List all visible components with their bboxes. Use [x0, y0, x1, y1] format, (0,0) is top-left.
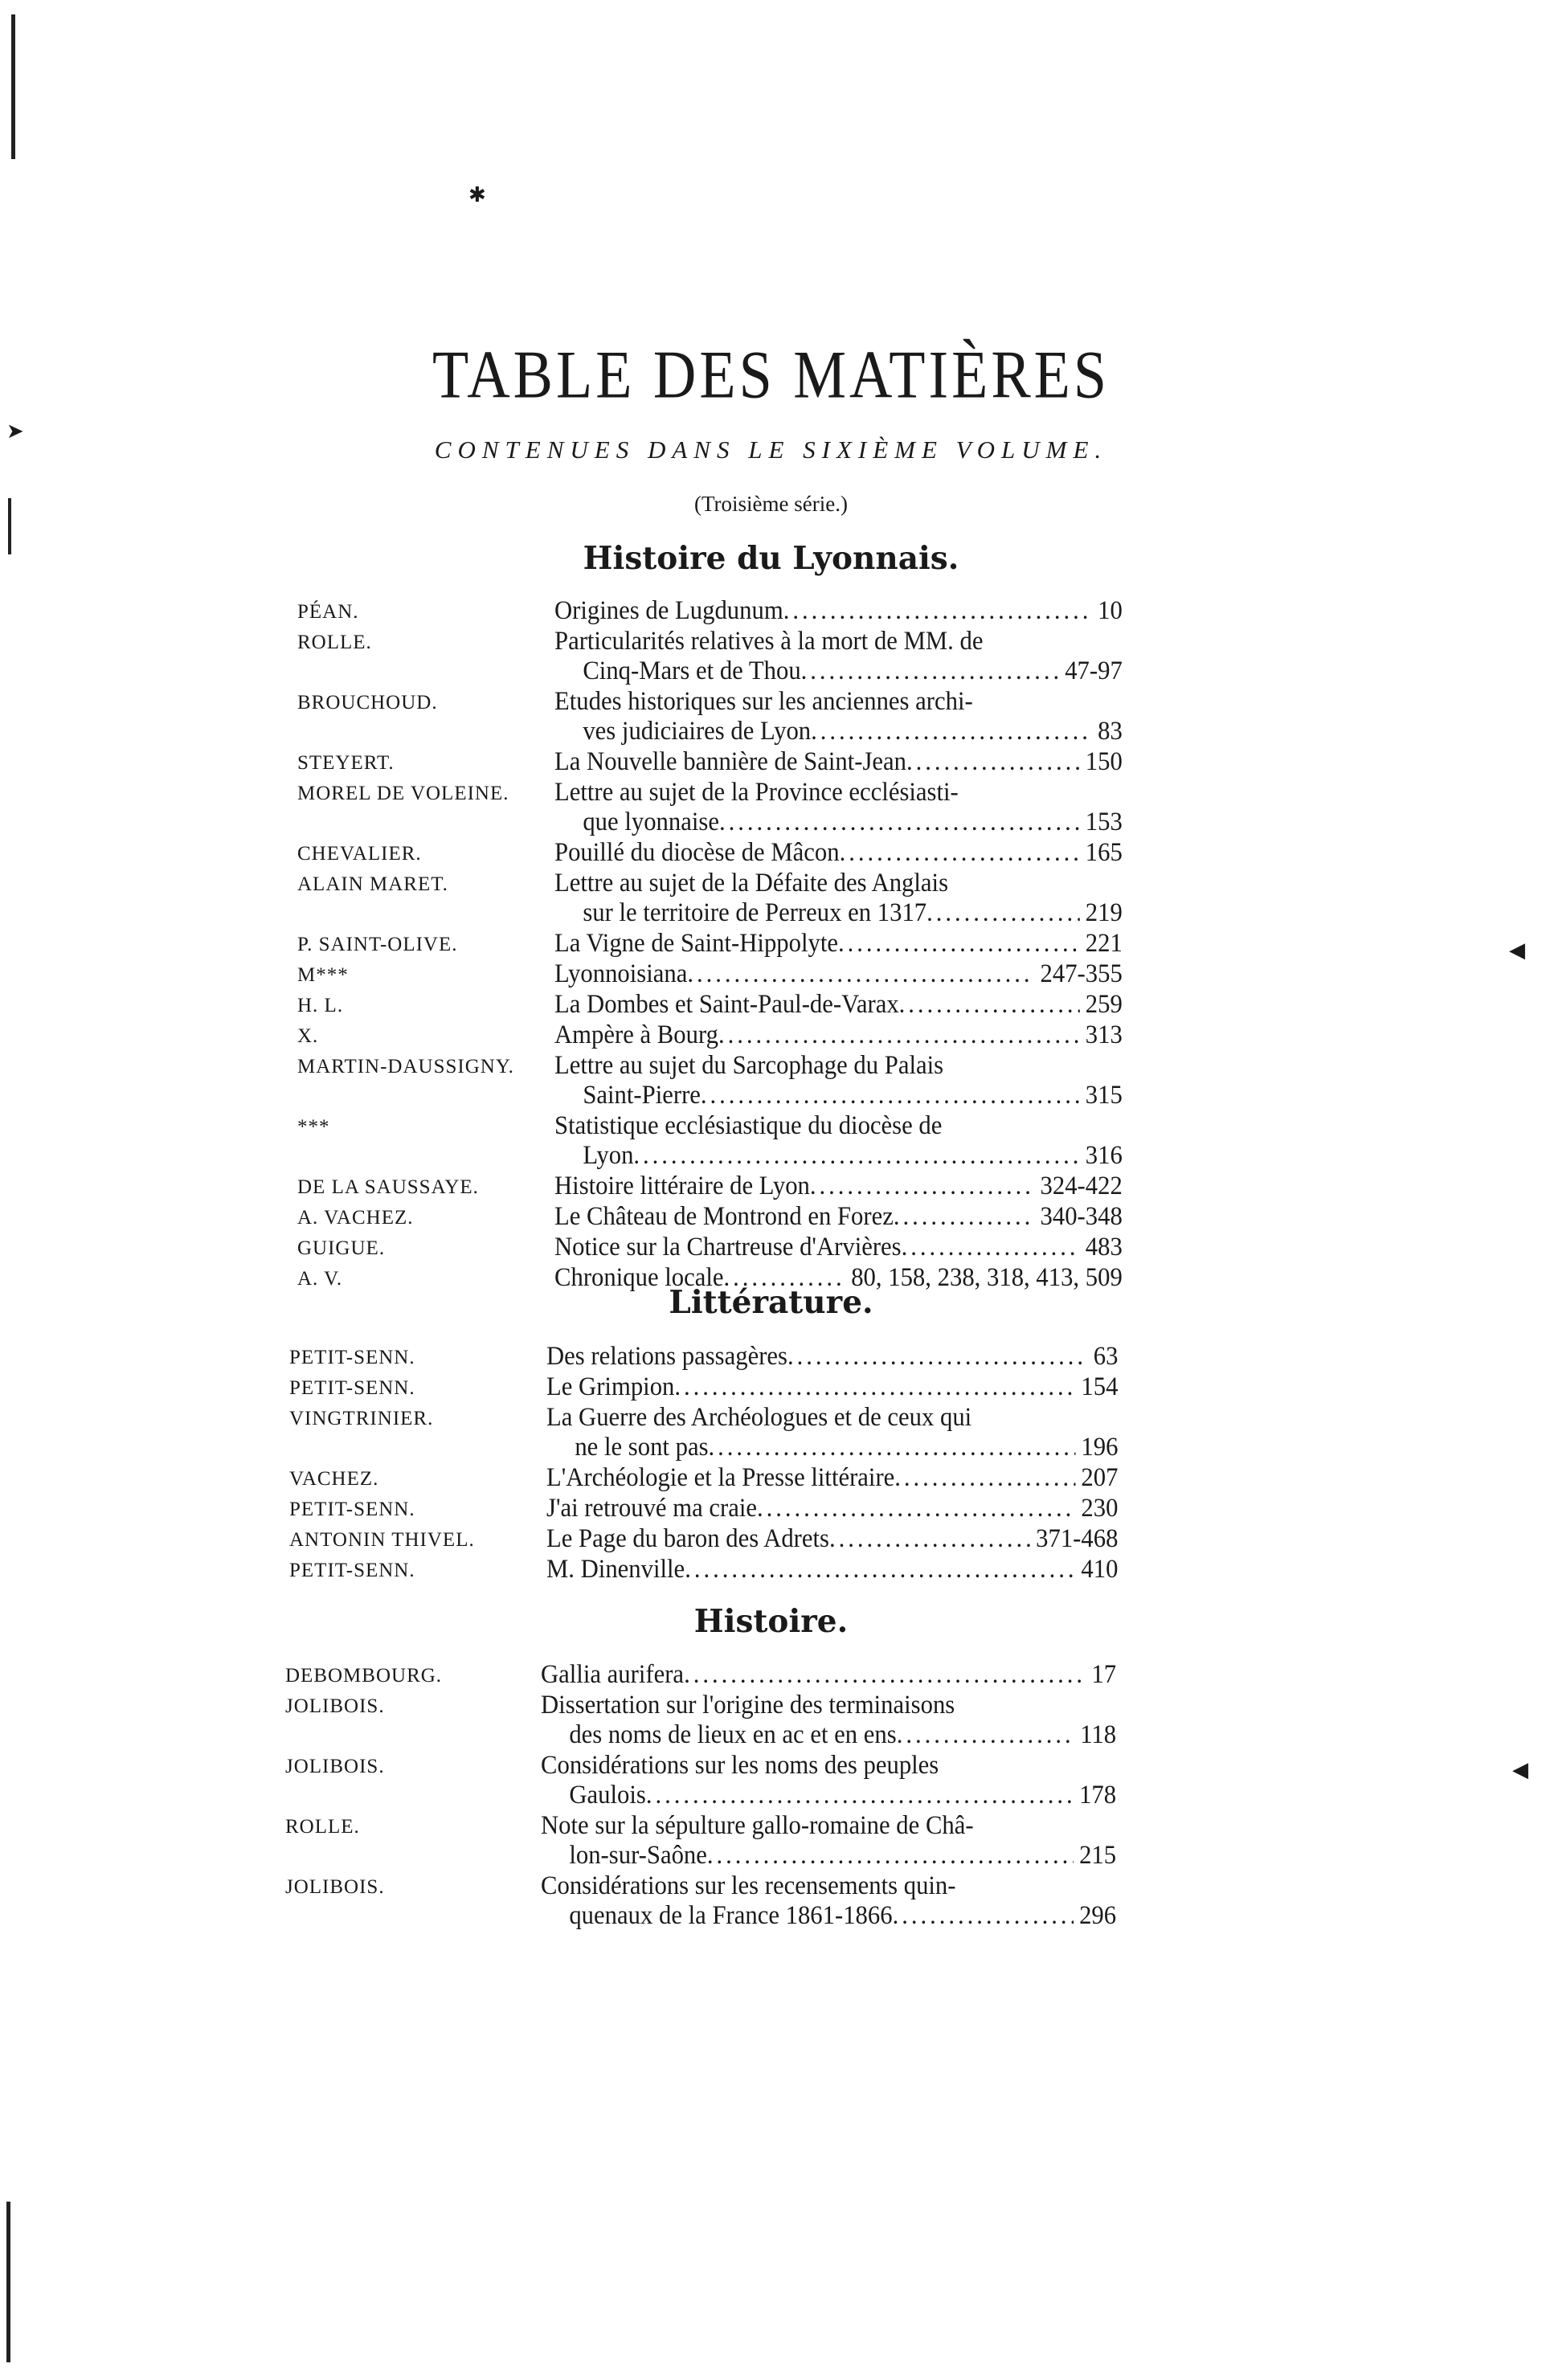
- entry-author: JOLIBOIS.: [285, 1756, 385, 1777]
- entry-text: Dissertation sur l'origine des terminaisons: [541, 1691, 955, 1720]
- entry-text: M. Dinenville: [546, 1555, 685, 1584]
- entry-text: ves judiciaires de Lyon: [583, 717, 812, 746]
- entry-text: Le Château de Montrond en Forez: [554, 1202, 894, 1231]
- entry-title: [546, 1372, 1118, 1402]
- entry-text: Le Grimpion: [546, 1372, 675, 1401]
- entry-line: [541, 1841, 1116, 1871]
- margin-mark: [6, 2202, 10, 2362]
- entry-line: [546, 1342, 1118, 1372]
- entry-line: [554, 929, 1123, 959]
- page-number: 340-348: [1040, 1202, 1123, 1231]
- arrow-mark-icon: ◀: [1509, 939, 1525, 963]
- entry-line: [546, 1494, 1118, 1523]
- section-heading: Littérature.: [669, 1284, 873, 1321]
- entry-author: BROUCHOUD.: [297, 692, 438, 714]
- page-number: 316: [1085, 1141, 1123, 1170]
- leader-dots: [810, 1172, 1034, 1201]
- section-heading: Histoire.: [693, 1603, 849, 1640]
- entry-author: DE LA SAUSSAYE.: [297, 1176, 479, 1198]
- page-number: 80, 158, 238, 318, 413, 509: [851, 1263, 1123, 1292]
- page-number: 196: [1081, 1433, 1119, 1462]
- entry-text: Statistique ecclésiastique du diocèse de: [554, 1111, 943, 1140]
- entry-line: [554, 687, 1123, 717]
- entry-text: que lyonnaise: [583, 808, 719, 836]
- entry-line: [554, 1202, 1123, 1232]
- entry-text: Cinq-Mars et de Thou: [583, 656, 801, 685]
- entry-title: [554, 1051, 1123, 1110]
- entry-title: [541, 1660, 1116, 1690]
- leader-dots: [707, 1841, 1074, 1871]
- entry-text: Histoire littéraire de Lyon: [554, 1172, 810, 1200]
- entry-author: PETIT-SENN.: [289, 1499, 415, 1520]
- page-number: 247-355: [1040, 959, 1123, 988]
- entry-author: VACHEZ.: [289, 1468, 379, 1490]
- entry-line: [541, 1751, 1116, 1781]
- leader-dots: [894, 1202, 1034, 1232]
- entry-author: CHEVALIER.: [297, 843, 422, 865]
- entry-title: [541, 1691, 1116, 1750]
- leader-dots: [674, 1372, 1075, 1402]
- entry-text: L'Archéologie et la Presse littéraire: [546, 1463, 895, 1492]
- entry-text: Considérations sur les recensements quin-: [541, 1871, 956, 1900]
- entry-title: [554, 778, 1123, 837]
- entry-text: Particularités relatives à la mort de MM. de: [554, 627, 984, 656]
- series-note: (Troisième série.): [694, 492, 848, 516]
- entry-title: [554, 1172, 1123, 1201]
- entry-line: [554, 869, 1123, 898]
- page-title: TABLE DES MATIÈRES: [432, 337, 1110, 414]
- leader-dots: [783, 596, 1092, 626]
- entry-title: [554, 1020, 1123, 1050]
- leader-dots: [906, 747, 1079, 777]
- entry-author: VINGTRINIER.: [289, 1408, 434, 1429]
- entry-text: Gallia aurifera: [541, 1660, 685, 1689]
- entry-author: MARTIN-DAUSSIGNY.: [297, 1056, 514, 1078]
- entry-text: Le Page du baron des Adrets: [546, 1524, 830, 1553]
- entry-text: Gaulois: [569, 1781, 646, 1810]
- leader-dots: [718, 1020, 1079, 1050]
- entry-author: X.: [297, 1025, 319, 1047]
- leader-dots: [902, 1233, 1080, 1262]
- entry-line: [541, 1781, 1116, 1810]
- leader-dots: [701, 1081, 1079, 1110]
- entry-author: H. L.: [297, 995, 344, 1016]
- entry-line: [546, 1433, 1118, 1462]
- margin-mark: [11, 14, 15, 159]
- entry-line: [554, 596, 1123, 626]
- leader-dots: [687, 959, 1034, 989]
- entry-line: [541, 1811, 1116, 1841]
- entry-title: [546, 1463, 1118, 1493]
- leader-dots: [757, 1494, 1075, 1523]
- entry-text: Lyon: [583, 1141, 634, 1170]
- entry-text: Notice sur la Chartreuse d'Arvières: [554, 1233, 902, 1262]
- entry-title: [554, 959, 1123, 989]
- entry-text: ne le sont pas: [575, 1433, 709, 1462]
- entry-text: Chronique locale: [554, 1263, 724, 1292]
- entry-author: JOLIBOIS.: [285, 1876, 385, 1898]
- page-number: 154: [1081, 1372, 1119, 1401]
- entry-line: [546, 1463, 1118, 1493]
- entry-text: des noms de lieux en ac et en ens: [569, 1720, 897, 1749]
- entry-text: La Vigne de Saint-Hippolyte: [554, 929, 839, 958]
- entry-line: [554, 898, 1123, 928]
- page-number: 219: [1085, 898, 1123, 927]
- entry-line: [554, 627, 1123, 656]
- page-number: 483: [1085, 1233, 1123, 1262]
- entry-title: [554, 869, 1123, 928]
- page-number: 10: [1098, 596, 1123, 625]
- entry-author: PETIT-SENN.: [289, 1347, 415, 1368]
- entry-author: GUIGUE.: [297, 1237, 386, 1259]
- page-number: 83: [1098, 717, 1123, 746]
- entry-line: [554, 838, 1123, 868]
- page-number: 410: [1081, 1555, 1119, 1584]
- entry-title: [554, 1233, 1123, 1262]
- entry-text: lon-sur-Saône: [569, 1841, 707, 1870]
- page-subtitle: CONTENUES DANS LE SIXIÈME VOLUME.: [434, 436, 1108, 464]
- entry-title: [541, 1871, 1116, 1931]
- entry-line: [554, 959, 1123, 989]
- entry-line: [554, 1141, 1123, 1171]
- entry-title: [554, 990, 1123, 1020]
- asterisk-icon: ✱: [468, 183, 486, 207]
- entry-author: ANTONIN THIVEL.: [289, 1529, 475, 1551]
- entry-text: Lettre au sujet du Sarcophage du Palais: [554, 1051, 944, 1080]
- entry-line: [554, 656, 1123, 686]
- page-number: 17: [1091, 1660, 1117, 1689]
- entry-author: A. VACHEZ.: [297, 1207, 414, 1229]
- page-number: 153: [1085, 808, 1123, 836]
- leader-dots: [646, 1781, 1074, 1810]
- page-number: 221: [1085, 929, 1123, 958]
- entry-text: La Nouvelle bannière de Saint-Jean: [554, 747, 907, 776]
- entry-text: Pouillé du diocèse de Mâcon: [554, 838, 840, 867]
- page-number: 207: [1081, 1463, 1119, 1492]
- entry-title: [554, 1111, 1123, 1171]
- entry-line: [546, 1524, 1118, 1554]
- entry-title: [554, 627, 1123, 686]
- page-number: 178: [1079, 1781, 1117, 1810]
- page-number: 296: [1079, 1901, 1117, 1930]
- entry-author: DEBOMBOURG.: [285, 1665, 443, 1687]
- entry-line: [554, 990, 1123, 1020]
- entry-line: [546, 1555, 1118, 1585]
- entry-text: Lyonnoisiana: [554, 959, 688, 988]
- entry-author: M***: [297, 964, 349, 986]
- page-number: 150: [1085, 747, 1123, 776]
- entry-line: [554, 717, 1123, 746]
- leader-dots: [723, 1263, 845, 1293]
- leader-dots: [840, 838, 1080, 868]
- entry-line: [541, 1720, 1116, 1750]
- page-number: 315: [1085, 1081, 1123, 1110]
- page-number: 371-468: [1036, 1524, 1119, 1553]
- entry-author: ROLLE.: [297, 632, 372, 653]
- leader-dots: [897, 1720, 1074, 1750]
- entry-text: J'ai retrouvé ma craie: [546, 1494, 757, 1523]
- entry-title: [541, 1811, 1116, 1871]
- entry-author: PETIT-SENN.: [289, 1377, 415, 1399]
- entry-title: [546, 1342, 1118, 1372]
- leader-dots: [685, 1555, 1075, 1585]
- leader-dots: [926, 898, 1079, 928]
- entry-author: STEYERT.: [297, 752, 395, 774]
- page-number: 324-422: [1040, 1172, 1123, 1200]
- entry-line: [554, 1263, 1123, 1293]
- entry-line: [554, 1081, 1123, 1110]
- page-number: 215: [1079, 1841, 1117, 1870]
- entry-line: [554, 1051, 1123, 1081]
- entry-title: [554, 1202, 1123, 1232]
- entry-title: [554, 838, 1123, 868]
- entry-author: ROLLE.: [285, 1816, 360, 1838]
- entry-text: Des relations passagères: [546, 1342, 787, 1371]
- leader-dots: [684, 1660, 1086, 1690]
- entry-line: [541, 1901, 1116, 1931]
- leader-dots: [633, 1141, 1079, 1171]
- entry-line: [546, 1403, 1118, 1433]
- entry-line: [554, 1172, 1123, 1201]
- leader-dots: [829, 1524, 1030, 1554]
- leader-dots: [893, 1901, 1074, 1931]
- entry-line: [541, 1691, 1116, 1720]
- section-heading: Histoire du Lyonnais.: [583, 540, 959, 577]
- entry-title: [546, 1524, 1118, 1554]
- page-number: 118: [1080, 1720, 1117, 1749]
- entry-line: [541, 1871, 1116, 1901]
- entry-title: [541, 1751, 1116, 1810]
- entry-line: [554, 747, 1123, 777]
- entry-author: PETIT-SENN.: [289, 1560, 415, 1581]
- entry-text: Considérations sur les noms des peuples: [541, 1751, 939, 1780]
- entry-text: Etudes historiques sur les anciennes archi-: [554, 687, 973, 716]
- arrow-mark-icon: ◀: [1512, 1758, 1528, 1782]
- entry-text: La Guerre des Archéologues et de ceux qui: [546, 1403, 972, 1432]
- page-number: 165: [1085, 838, 1123, 867]
- entry-author: ALAIN MARET.: [297, 873, 448, 895]
- entry-text: Origines de Lugdunum: [554, 596, 783, 625]
- entry-line: [554, 778, 1123, 808]
- entry-line: [546, 1372, 1118, 1402]
- entry-title: [546, 1555, 1118, 1585]
- leader-dots: [838, 929, 1079, 959]
- entry-author: A. V.: [297, 1268, 343, 1290]
- entry-text: Lettre au sujet de la Défaite des Anglais: [554, 869, 949, 898]
- entry-line: [541, 1660, 1116, 1690]
- entry-title: [554, 596, 1123, 626]
- entry-line: [554, 1020, 1123, 1050]
- entry-author: MOREL DE VOLEINE.: [297, 783, 509, 804]
- entry-line: [554, 1111, 1123, 1141]
- page-number: 230: [1081, 1494, 1119, 1523]
- entry-author: PÉAN.: [297, 601, 359, 623]
- entry-author: P. SAINT-OLIVE.: [297, 934, 458, 955]
- entry-title: [554, 1263, 1123, 1293]
- page-number: 63: [1093, 1342, 1119, 1371]
- entry-text: Lettre au sujet de la Province ecclésiasti-: [554, 778, 959, 807]
- leader-dots: [811, 717, 1092, 746]
- leader-dots: [719, 808, 1079, 837]
- entry-title: [554, 747, 1123, 777]
- entry-text: Saint-Pierre: [583, 1081, 701, 1110]
- entry-text: quenaux de la France 1861-1866: [569, 1901, 893, 1930]
- entry-text: Ampère à Bourg: [554, 1020, 718, 1049]
- entry-title: [554, 929, 1123, 959]
- entry-title: [546, 1403, 1118, 1462]
- entry-author: JOLIBOIS.: [285, 1695, 385, 1717]
- page-number: 259: [1085, 990, 1123, 1019]
- entry-author: ***: [297, 1116, 330, 1138]
- leader-dots: [894, 1463, 1075, 1493]
- leader-dots: [787, 1342, 1087, 1372]
- page-number: 313: [1085, 1020, 1123, 1049]
- entry-text: Note sur la sépulture gallo-romaine de Châ-: [541, 1811, 974, 1840]
- leader-dots: [899, 990, 1080, 1020]
- page-number: 47-97: [1065, 656, 1123, 685]
- entry-title: [554, 687, 1123, 746]
- leader-dots: [801, 656, 1059, 686]
- arrow-mark-icon: ➤: [6, 419, 24, 444]
- entry-line: [554, 808, 1123, 837]
- leader-dots: [709, 1433, 1075, 1462]
- entry-text: sur le territoire de Perreux en 1317: [583, 898, 927, 927]
- entry-title: [546, 1494, 1118, 1523]
- entry-text: La Dombes et Saint-Paul-de-Varax: [554, 990, 899, 1019]
- entry-line: [554, 1233, 1123, 1262]
